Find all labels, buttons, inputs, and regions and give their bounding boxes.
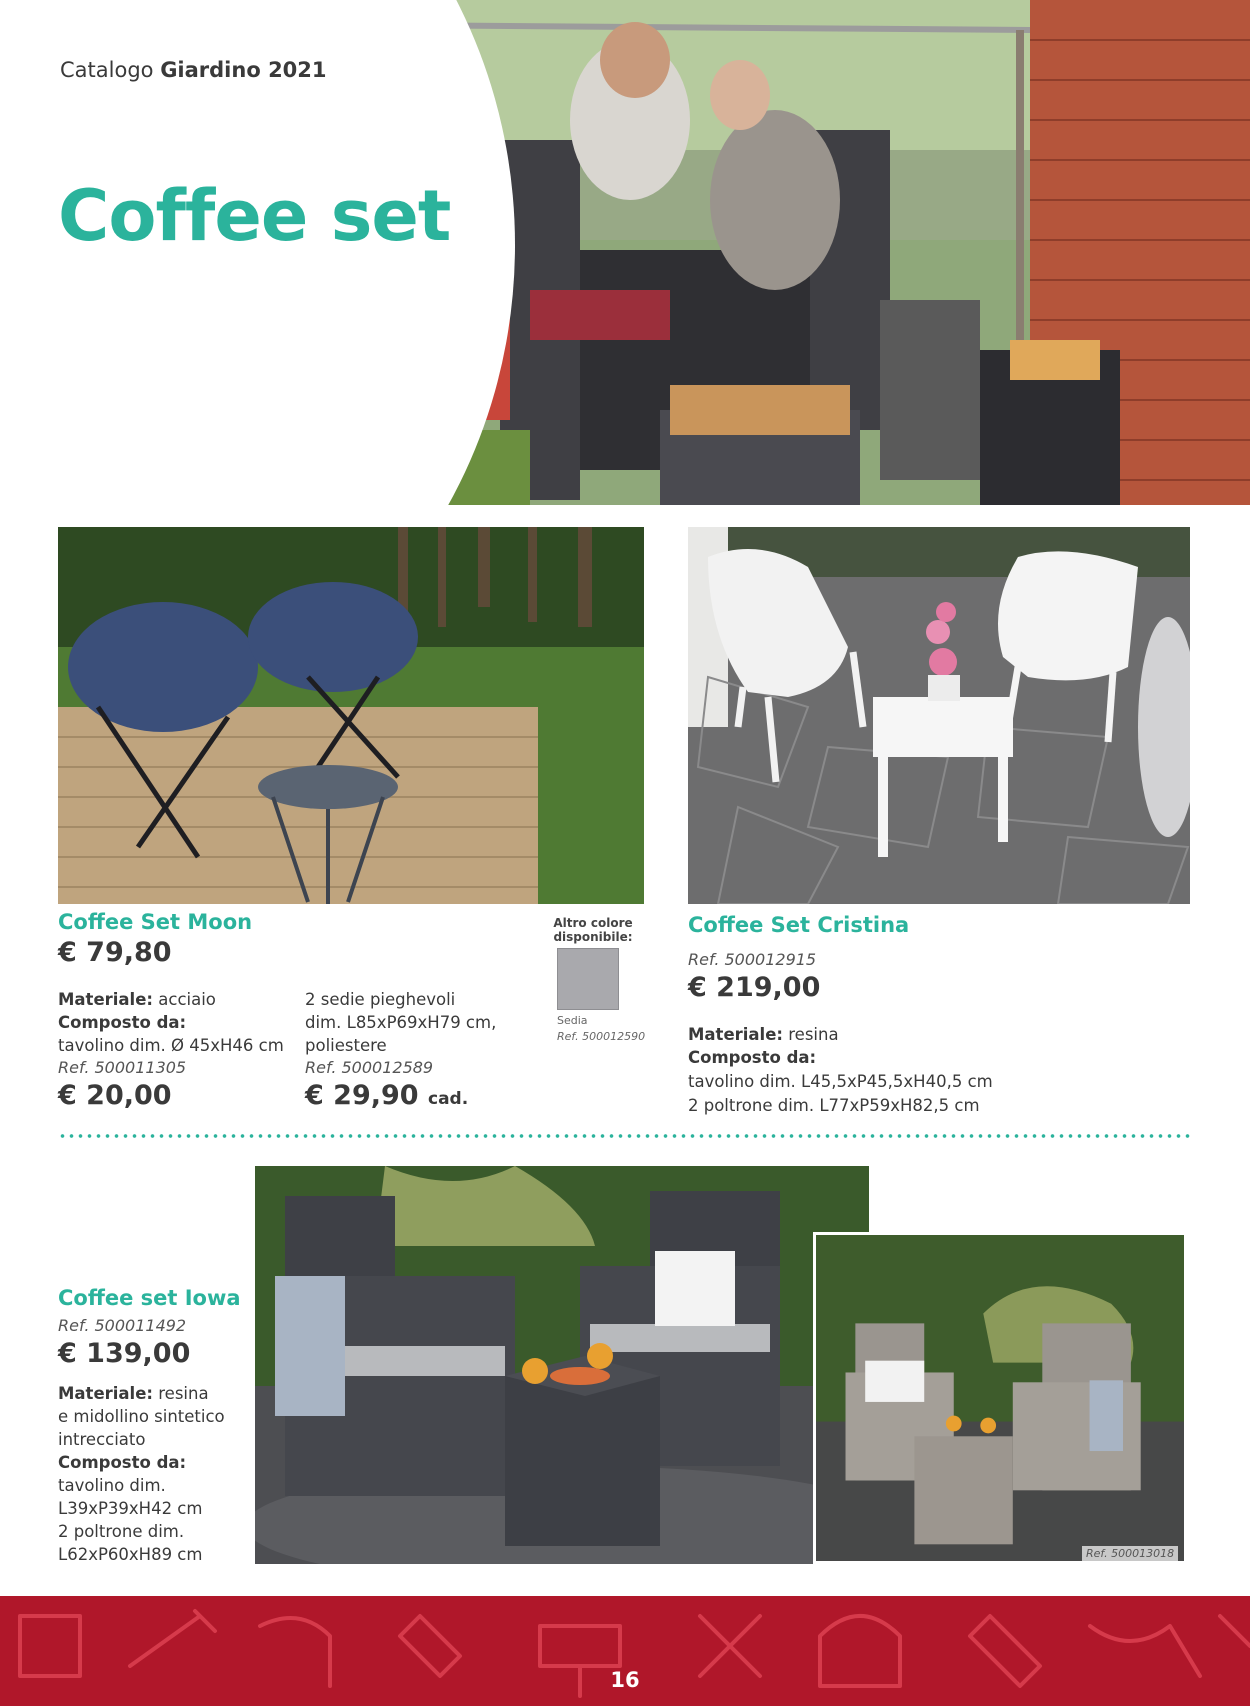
moon-chairs-line3: poliestere bbox=[305, 1036, 387, 1055]
catalog-prefix: Catalogo bbox=[60, 58, 154, 82]
iowa-material-line3: intrecciato bbox=[58, 1430, 146, 1449]
page-number: 16 bbox=[610, 1668, 640, 1692]
cristina-illustration bbox=[688, 527, 1190, 904]
moon-chairs-line1: 2 sedie pieghevoli bbox=[305, 990, 456, 1009]
moon-photo bbox=[58, 527, 644, 904]
alt-color-name: Sedia bbox=[557, 1014, 588, 1027]
iowa-photo bbox=[255, 1166, 869, 1564]
moon-chairs-line2: dim. L85xP69xH79 cm, bbox=[305, 1013, 497, 1032]
iowa-illustration bbox=[255, 1166, 869, 1564]
cristina-product-name: Coffee Set Cristina bbox=[688, 913, 910, 937]
iowa-alt-photo-ref: Ref. 500013018 bbox=[1082, 1546, 1178, 1561]
section-divider bbox=[58, 1134, 1190, 1138]
moon-material-value: acciaio bbox=[158, 990, 216, 1009]
iowa-line4: L62xP60xH89 cm bbox=[58, 1545, 203, 1564]
iowa-product-name: Coffee set Iowa bbox=[58, 1286, 241, 1310]
moon-material-label: Materiale: bbox=[58, 990, 154, 1009]
cristina-composed-label: Composto da: bbox=[688, 1048, 817, 1067]
iowa-line1: tavolino dim. bbox=[58, 1476, 166, 1495]
catalog-label bbox=[60, 58, 327, 82]
moon-price: € 79,80 bbox=[58, 937, 172, 968]
moon-table-ref: Ref. 500011305 bbox=[58, 1058, 187, 1077]
cristina-photo bbox=[688, 527, 1190, 904]
iowa-line2: L39xP39xH42 cm bbox=[58, 1499, 203, 1518]
iowa-material-line2: e midollino sintetico bbox=[58, 1407, 225, 1426]
catalog-name: Giardino 2021 bbox=[160, 58, 327, 82]
cristina-ref: Ref. 500012915 bbox=[688, 950, 817, 969]
alt-color-label: Altro colore disponibile: bbox=[553, 916, 633, 944]
page-title: Coffee set bbox=[58, 175, 451, 257]
iowa-material: Materiale: resina bbox=[58, 1384, 209, 1403]
moon-chairs-price-suffix: cad. bbox=[428, 1089, 469, 1109]
iowa-price: € 139,00 bbox=[58, 1338, 191, 1369]
moon-illustration bbox=[58, 527, 644, 904]
moon-chairs-price: € 29,90 cad. bbox=[305, 1080, 469, 1111]
moon-chairs-ref: Ref. 500012589 bbox=[305, 1058, 434, 1077]
alt-color-swatch bbox=[557, 948, 619, 1010]
iowa-line3: 2 poltrone dim. bbox=[58, 1522, 185, 1541]
iowa-alt-photo bbox=[813, 1232, 1187, 1564]
iowa-ref: Ref. 500011492 bbox=[58, 1316, 187, 1335]
cristina-price: € 219,00 bbox=[688, 972, 821, 1003]
moon-material bbox=[58, 988, 216, 1011]
moon-product-name: Coffee Set Moon bbox=[58, 910, 253, 934]
alt-color-ref: Ref. 500012590 bbox=[557, 1030, 646, 1043]
cristina-material: Materiale: resina bbox=[688, 1025, 839, 1044]
iowa-composed-label: Composto da: bbox=[58, 1453, 187, 1472]
cristina-line2: 2 poltrone dim. L77xP59xH82,5 cm bbox=[688, 1096, 980, 1115]
moon-composed-label: Composto da: bbox=[58, 1013, 187, 1032]
cristina-line1: tavolino dim. L45,5xP45,5xH40,5 cm bbox=[688, 1072, 993, 1091]
moon-table-dims: tavolino dim. Ø 45xH46 cm bbox=[58, 1036, 284, 1055]
iowa-alt-illustration bbox=[816, 1235, 1184, 1561]
moon-table-price: € 20,00 bbox=[58, 1080, 172, 1111]
